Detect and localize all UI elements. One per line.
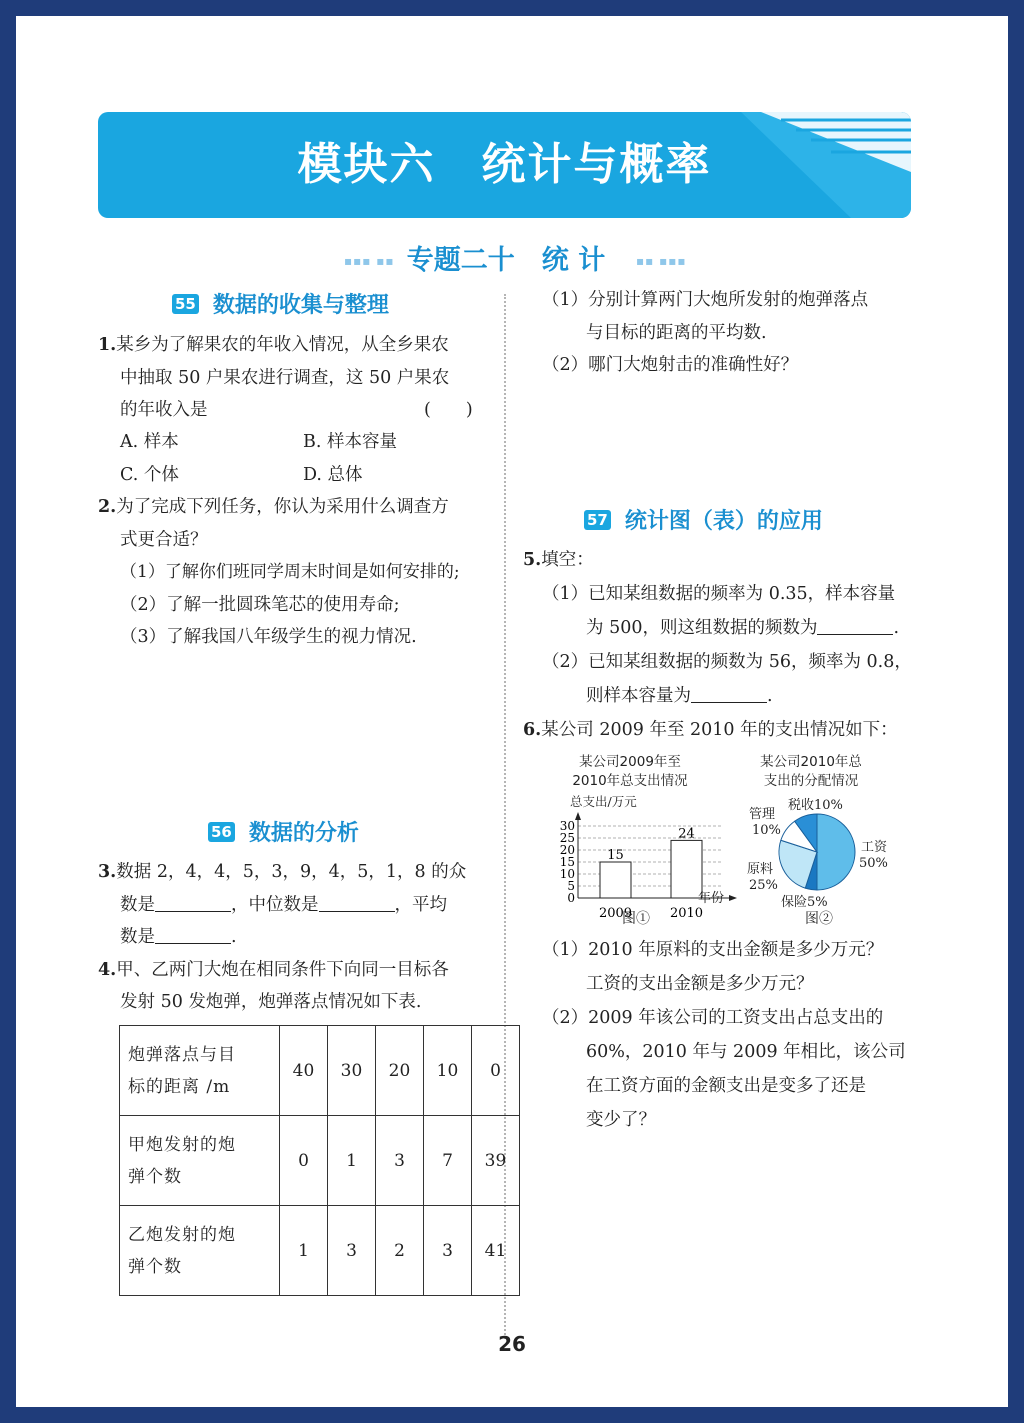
table-cell: 0 [472,1026,520,1116]
q6-sub2-line-4: 变少了？ [586,1110,656,1130]
table-cell: 1 [328,1116,376,1206]
section-55-heading [172,288,389,319]
question-number: 4. [98,960,117,980]
section-56-heading [208,816,359,847]
q2-line-2: 式更合适？ [120,530,208,550]
q6-sub1-line-2: 工资的支出金额是多少万元？ [586,974,814,994]
answer-blank[interactable] [691,686,767,703]
cannon-data-table [119,1025,520,1296]
question-number: 2. [98,497,117,517]
q5-sub1-line-2 [586,617,899,639]
answer-blank[interactable] [319,895,395,912]
pie-slice-工资 [817,814,855,890]
header-line: 弹个数 [128,1166,182,1187]
q6-sub1-line-1: （1）2010 年原料的支出金额是多少万元？ [542,940,884,960]
bar-value-label: 24 [678,826,695,842]
pie-chart-title: 某公司2010年总 支出的分配情况 [760,754,862,789]
table-cell: 3 [424,1206,472,1296]
q2-item-3: （3）了解我国八年级学生的视力情况. [120,627,417,647]
q3-text: 数是 [120,927,155,947]
header-line: 弹个数 [128,1256,182,1277]
topic-title: 专题二十 统 计 [406,245,606,276]
module-banner [98,112,911,218]
answer-blank[interactable] [817,618,893,635]
q4-text: 甲、乙两门大炮在相同条件下向同一目标各 [116,960,449,980]
y-tick-label: 30 [559,819,575,833]
q1-text: 某乡为了解果农的年收入情况，从全乡果农 [116,335,449,355]
question-number: 1. [98,335,117,355]
answer-blank[interactable] [155,895,231,912]
pie-label-tax: 税收10% [788,798,843,813]
q6-sub2-line-2: 60%，2010 年与 2009 年相比，该公司 [586,1042,906,1062]
section-title: 数据的收集与整理 [212,293,389,318]
table-cell: 39 [472,1116,520,1206]
q3-text: . [231,927,237,947]
pie-label-insurance: 保险5% [781,895,828,910]
pie-value-management: 10% [752,823,781,838]
table-row [120,1026,520,1116]
pie-label-management: 管理 [749,807,776,822]
y-tick-label: 15 [559,855,575,869]
q4-sub1-line-2: 与目标的距离的平均数. [586,323,767,343]
q6-intro [523,719,898,741]
q5-text: . [767,686,773,706]
table-cell: 1 [280,1206,328,1296]
q1-answer-paren: ( ) [424,400,473,420]
header-line: 标的距离 /m [128,1076,231,1097]
header-line: 甲炮发射的炮 [128,1134,236,1155]
q1-line-3: 的年收入是 [120,400,208,420]
pie-chart [776,811,858,893]
question-number: 6. [523,720,542,740]
pie-label-salary: 工资 [861,840,888,855]
table-row-header [120,1206,280,1296]
bar-chart-xlabel: 年份 [698,891,725,906]
question-number: 5. [523,550,542,570]
table-cell: 7 [424,1116,472,1206]
x-tick-label: 2010 [669,906,704,921]
pie-label-material: 原料 [747,862,774,877]
table-row-header [120,1026,280,1116]
q3-text: ，中位数是 [231,895,319,915]
table-cell: 2 [376,1206,424,1296]
q3-line-2 [120,894,447,916]
q3-text: 数是 [120,895,155,915]
q6-sub2-line-1: （2）2009 年该公司的工资支出占总支出的 [542,1008,884,1028]
q1-line-2: 中抽取 50 户果农进行调查，这 50 户果农 [120,368,450,388]
section-57-heading [584,504,823,535]
topic-dots-left: ▪▪▪ ▪▪ [344,254,395,268]
table-cell: 3 [328,1206,376,1296]
y-axis-arrow [575,812,581,820]
header-line: 乙炮发射的炮 [128,1224,236,1245]
page [16,16,1008,1407]
q4-sub1-line-1: （1）分别计算两门大炮所发射的炮弹落点 [542,290,869,310]
header-line: 炮弹落点与目 [128,1044,236,1065]
table-cell: 20 [376,1026,424,1116]
section-number: 55 [172,294,199,314]
q6-sub2-line-3: 在工资方面的金额支出是变多了还是 [586,1076,866,1096]
q2-item-2: （2）了解一批圆珠笔芯的使用寿命; [120,595,400,615]
q1-option-b: B. 样本容量 [303,432,397,452]
q2-text: 为了完成下列任务，你认为采用什么调查方 [116,497,449,517]
pie-value-material: 25% [749,878,778,893]
q2-line-1 [98,496,449,518]
q5-text: 为 500，则这组数据的频数为 [586,618,818,638]
table-cell: 3 [376,1116,424,1206]
q6-text: 某公司 2009 年至 2010 年的支出情况如下： [541,720,898,740]
table-cell: 41 [472,1206,520,1296]
q4-line-2: 发射 50 发炮弹，炮弹落点情况如下表. [120,992,422,1012]
answer-blank[interactable] [155,927,231,944]
q5-intro [523,549,594,571]
q5-text: 则样本容量为 [586,686,691,706]
q3-text: 数据 2，4，4，5，3，9，4，5，1，8 的众 [116,862,467,882]
q1-option-a: A. 样本 [120,432,179,452]
section-title: 数据的分析 [248,821,359,846]
y-tick-label: 20 [559,843,575,857]
pie-chart-caption: 图② [805,911,833,927]
x-tick-label: 2009 [598,906,633,921]
bar-chart-ylabel: 总支出/万元 [570,794,637,809]
section-title: 统计图（表）的应用 [624,509,823,534]
q2-item-1: （1）了解你们班同学周末时间是如何安排的; [120,562,460,582]
y-tick-label: 0 [567,891,575,905]
q5-text: . [893,618,900,638]
q3-line-1 [98,861,466,883]
y-tick-label: 10 [559,867,575,881]
bar-value-label: 15 [607,848,624,863]
q4-sub2-line-1: （2）哪门大炮射击的准确性好？ [542,355,799,375]
question-number: 3. [98,862,117,882]
q3-text: ，平均 [394,895,447,915]
x-axis-arrow [729,895,737,901]
table-row-header [120,1116,280,1206]
q1-line-1 [98,334,449,356]
bar-chart-title: 某公司2009年至 2010年总支出情况 [572,754,688,789]
page-number: 26 [498,1332,526,1356]
q5-sub2-line-1: （2）已知某组数据的频数为 56，频率为 0.8， [542,652,912,672]
table-cell: 30 [328,1026,376,1116]
bar [600,862,631,898]
table-cell: 0 [280,1116,328,1206]
q3-line-3 [120,926,237,948]
pie-value-salary: 50% [859,856,888,871]
module-title: 模块六 统计与概率 [297,139,712,190]
q5-text: 填空： [541,550,594,570]
y-tick-label: 25 [559,831,575,845]
table-row [120,1116,520,1206]
q5-sub2-line-2 [586,685,773,707]
topic-dots-right: ▪▪ ▪▪▪ [636,254,687,268]
y-tick-label: 5 [567,879,575,893]
q4-line-1 [98,959,449,981]
section-number: 56 [208,822,235,842]
q1-option-d: D. 总体 [303,465,363,485]
section-number: 57 [584,510,611,530]
table-row [120,1206,520,1296]
bar-chart-caption: 图① [622,911,650,927]
table-cell: 10 [424,1026,472,1116]
q1-option-c: C. 个体 [120,465,179,485]
q5-sub1-line-1: （1）已知某组数据的频率为 0.35，样本容量 [542,584,896,604]
table-cell: 40 [280,1026,328,1116]
